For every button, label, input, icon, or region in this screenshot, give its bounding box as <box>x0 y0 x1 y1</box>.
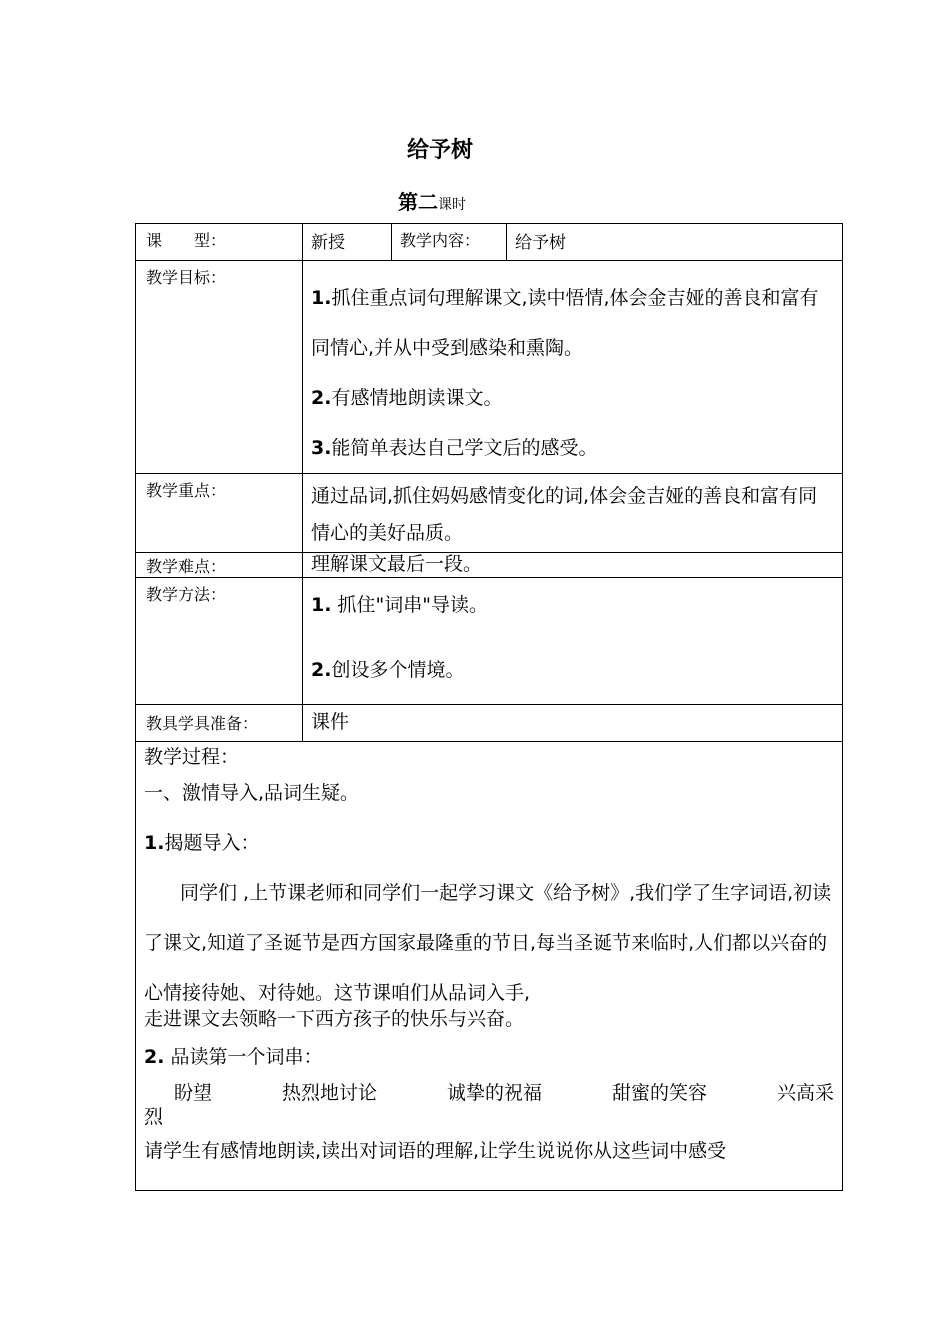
tools-label: 教具学具准备： <box>136 705 303 742</box>
keypoints-text: 通过品词,抓住妈妈感情变化的词,体会金吉娅的善良和富有同情心的美好品质。 <box>303 474 843 553</box>
lesson-subtitle <box>398 186 466 215</box>
methods-label: 教学方法： <box>136 578 303 705</box>
process-row <box>136 742 843 1191</box>
objective-item: 2.有感情地朗读课文。 <box>311 387 503 409</box>
content-value: 给予树 <box>507 224 843 261</box>
word-item: 诚挚的祝福 <box>446 1082 542 1104</box>
process-heading: 教学过程： <box>144 746 240 768</box>
difficulties-row <box>136 553 843 578</box>
keypoints-label: 教学重点： <box>136 474 303 553</box>
word-item: 盼望 <box>174 1082 213 1104</box>
word-item: 热烈地讨论 <box>281 1082 377 1104</box>
process-content <box>136 742 843 1191</box>
process-last-line: 请学生有感情地朗读,读出对词语的理解,让学生说说你从这些词中感受 <box>144 1140 727 1162</box>
method-item: 2.创设多个情境。 <box>311 659 465 681</box>
word-wrap: 烈 <box>144 1106 164 1128</box>
lesson-plan-table <box>135 223 843 1191</box>
process-paragraph-1: 同学们 ,上节课老师和同学们一起学习课文《给予树》,我们学了生字词语,初读了课文,知道了圣诞节是西方国家最隆重的节日,每当圣诞节来临时,人们都以兴奋的心情接待她、对待她。这节课咱们从品词入手, <box>144 882 832 1004</box>
tools-row <box>136 705 843 742</box>
lesson-number: 第二 <box>398 190 438 214</box>
method-item: 1. 抓住"词串"导读。 <box>311 594 488 616</box>
page-title: 给予树 <box>406 138 473 163</box>
difficulties-text: 理解课文最后一段。 <box>303 553 843 578</box>
keypoints-row <box>136 474 843 553</box>
type-label: 课 型： <box>136 224 303 261</box>
word-item: 兴高采 <box>776 1082 834 1104</box>
objectives-label: 教学目标： <box>136 261 303 474</box>
word-string <box>144 1080 834 1106</box>
process-step-2: 2. 品读第一个词串： <box>144 1046 323 1068</box>
objective-item: 3.能简单表达自己学文后的感受。 <box>311 437 598 459</box>
methods-row <box>136 578 843 705</box>
type-row <box>136 224 843 261</box>
word-item: 甜蜜的笑容 <box>611 1082 707 1104</box>
lesson-suffix: 课时 <box>438 197 466 213</box>
methods-content <box>303 578 843 705</box>
objectives-row <box>136 261 843 474</box>
content-label: 教学内容： <box>392 224 507 261</box>
objectives-content <box>303 261 843 474</box>
tools-value: 课件 <box>303 705 843 742</box>
type-value: 新授 <box>303 224 392 261</box>
process-paragraph-1-end: 走进课文去领略一下西方孩子的快乐与兴奋。 <box>144 1008 525 1030</box>
difficulties-label: 教学难点： <box>136 553 303 578</box>
process-section-1: 一、激情导入,品词生疑。 <box>144 782 360 804</box>
objective-item: 1.抓住重点词句理解课文,读中悟情,体会金吉娅的善良和富有同情心,并从中受到感染和熏陶。 <box>311 287 819 359</box>
process-step-1: 1.揭题导入： <box>144 832 260 854</box>
